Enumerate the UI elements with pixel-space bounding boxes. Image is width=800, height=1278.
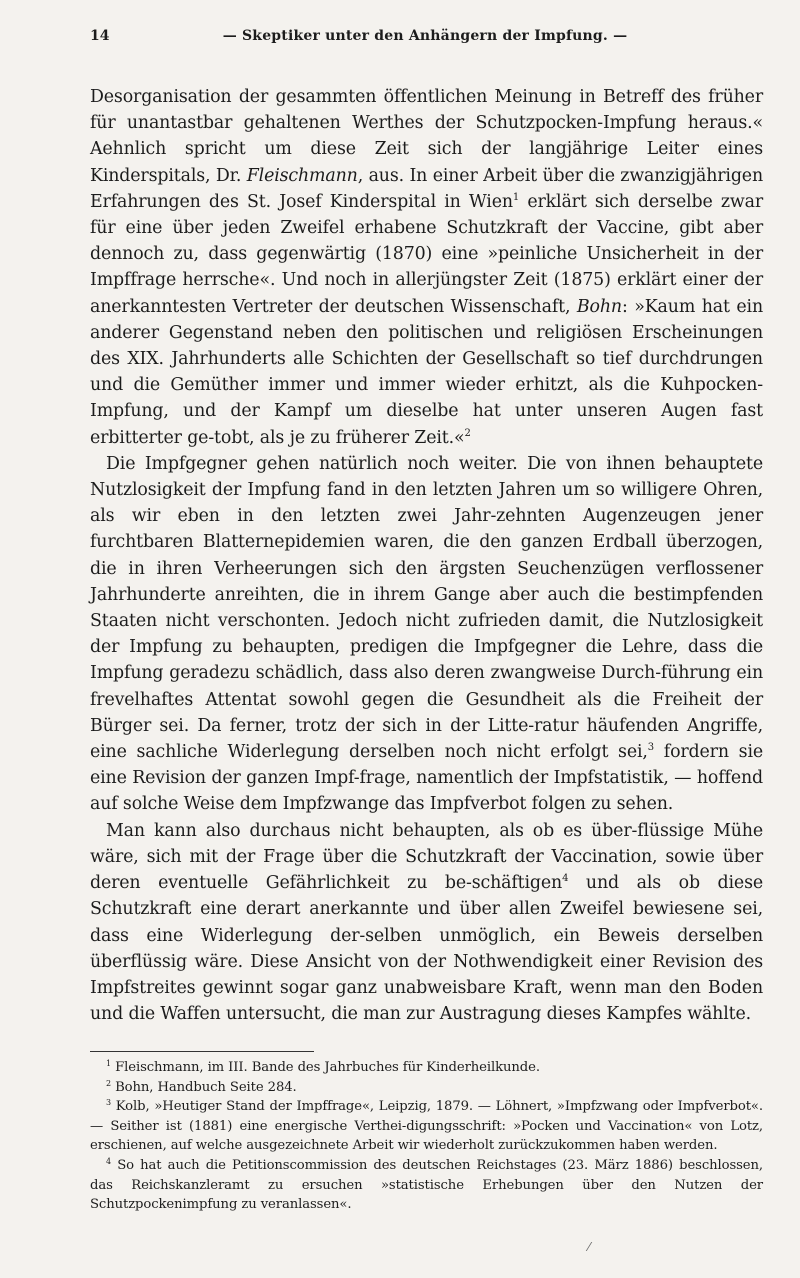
body-text bbox=[90, 84, 763, 1027]
footnote bbox=[90, 1097, 763, 1156]
signature-mark: ⁄ bbox=[588, 1240, 591, 1254]
footnote-text: Bohn, Handbuch Seite 284. bbox=[115, 1079, 297, 1095]
footnote-marker: 1 bbox=[106, 1059, 111, 1068]
footnote-text: Fleischmann, im III. Bande des Jahrbuches für Kinderheilkunde. bbox=[115, 1060, 540, 1075]
footnote-reference: 4 bbox=[562, 873, 569, 885]
paragraph bbox=[90, 818, 763, 1028]
footnote bbox=[90, 1078, 763, 1098]
text-run: Desorganisation der gesammten öffentlichen Meinung in Betreff des früher für unantastbar gehaltenen Werthes der Schutzpocken-Impfung heraus.« Aehnlich spricht um diese Zeit sich der langjährige Leiter eines Kinderspitals, Dr. bbox=[90, 87, 763, 186]
footnote-reference: 1 bbox=[512, 191, 520, 203]
text-run: , aus. In einer Arbeit über die zwanzigjährigen Erfahrungen des St. Josef Kinderspital in Wien bbox=[90, 165, 763, 212]
footnote-text: Kolb, »Heutiger Stand der Impffrage«, Leipzig, 1879. — Löhnert, »Impfzwang oder Impfverbot«. — Seither ist (1881) eine energische Verthei-digungsschrift: »Pocken und Vaccination« von Lotz, erschienen, auf welche ausgezeichnete Arbeit wir wiederholt zurückzukommen haben werden. bbox=[90, 1099, 763, 1154]
text-run: Die Impfgegner gehen natürlich noch weiter. Die von ihnen behauptete Nutzlosigkeit der Impfung fand in den letzten Jahren um so willigere Ohren, als wir eben in den letzten zwei Jahr-zehnten Augenzeugen jener furchtbaren Blatternepidemien waren, die den ganzen Erdball überzogen, die in ihren Verheerungen sich den ärgsten Seuchenzügen verflossener Jahrhunderte anreihten, die in ihrem Gange aber auch die bestimpfenden Staaten nicht verschonten. Jedoch nicht zufrieden damit, die Nutzlosigkeit der Impfung zu behaupten, predigen die Impfgegner die Lehre, dass die Impfung geradezu schädlich, dass also deren zwangweise Durch-führung ein frevelhaftes Attentat sowohl gegen die Gesundheit als die Freiheit der Bürger sei. Da ferner, trotz der sich in der Litte-ratur häufenden Angriffe, eine sachliche Widerlegung derselben noch nicht erfolgt sei, bbox=[90, 453, 763, 763]
paragraph bbox=[90, 84, 763, 451]
footnote-reference: 3 bbox=[647, 742, 654, 754]
page-number: 14 bbox=[90, 28, 110, 44]
author-name: Fleischmann bbox=[246, 165, 358, 186]
footnote-reference: 2 bbox=[464, 427, 471, 439]
footnote-marker: 3 bbox=[106, 1098, 111, 1108]
text-run: Man kann also durchaus nicht behaupten, als ob es über-flüssige Mühe wäre, sich mit der Frage über die Schutzkraft der Vaccination, sowie über deren eventuelle Gefährlichkeit zu be-schäftigen bbox=[90, 820, 763, 894]
text-run: und als ob diese Schutzkraft eine derart anerkannte und über allen Zweifel bewiesene sei, dass eine Widerlegung der-selben unmöglich, ein Beweis derselben überflüssig wäre. Diese Ansicht von der Nothwendigkeit einer Revision des Impfstreites gewinnt sogar ganz unabweisbare Kraft, wenn man den Boden und die Waffen untersucht, die man zur Austragung dieses Kampfes wählte. bbox=[90, 873, 763, 1025]
author-name: Bohn bbox=[576, 296, 622, 317]
footnote-divider bbox=[90, 1051, 314, 1052]
text-run: fordern sie eine Revision der ganzen Impf-frage, namentlich der Impfstatistik, — hoffend auf solche Weise dem Impfzwange das Impfverbot folgen zu sehen. bbox=[90, 742, 763, 815]
paragraph bbox=[90, 451, 763, 818]
footnotes bbox=[90, 1058, 763, 1215]
text-run: : »Kaum hat ein anderer Gegenstand neben den politischen und religiösen Erscheinungen des XIX. Jahrhunderts alle Schichten der Gesellschaft so tief durchdrungen und die Gemüther immer und immer wieder erhitzt, als die Kuhpocken-Impfung, und der Kampf um dieselbe hat unter unseren Augen fast erbitterter ge-tobt, als je zu früherer Zeit.« bbox=[90, 296, 763, 448]
text-run: erklärt sich derselbe zwar für eine über jeden Zweifel erhabene Schutzkraft der Vaccine, gibt aber dennoch zu, dass gegenwärtig (1870) eine »peinliche Unsicherheit in der Impffrage herrsche«. Und noch in allerjüngster Zeit (1875) erklärt einer der anerkanntesten Vertreter der deutschen Wissenschaft, bbox=[90, 191, 763, 317]
page-header bbox=[90, 28, 760, 50]
footnote-marker: 2 bbox=[106, 1078, 111, 1088]
footnote-marker: 4 bbox=[106, 1156, 111, 1166]
footnote bbox=[90, 1058, 763, 1078]
running-title: — Skeptiker unter den Anhängern der Impfung. — bbox=[222, 28, 628, 44]
footnote bbox=[90, 1156, 763, 1215]
footnote-text: So hat auch die Petitionscommission des deutschen Reichstages (23. März 1886) beschlossen, das Reichskanzleramt zu ersuchen »statistische Erhebungen über den Nutzen der Schutzpockenimpfung zu veranlassen«. bbox=[90, 1157, 763, 1213]
